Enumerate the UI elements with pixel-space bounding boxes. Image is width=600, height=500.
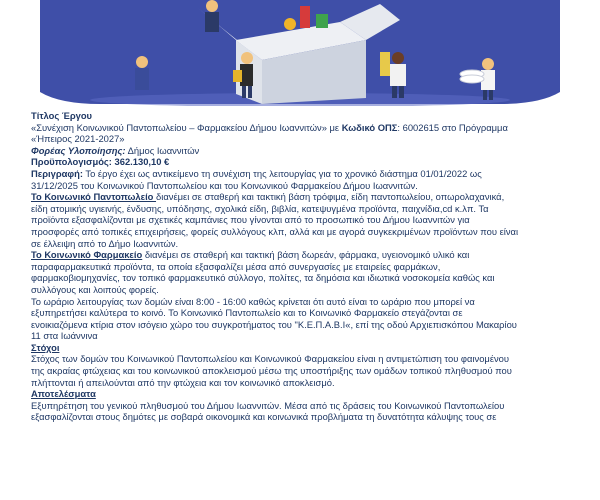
grocery-para-line-2: είδη ατομικής υγιεινής, ένδυσης, υπόδησης, σχολικά είδη, βιβλία, κατεψυγμένα προϊόντα, παιχνίδια,cd κ.λπ. Τα	[31, 202, 489, 214]
grocery-text: διανέμει σε σταθερή και τακτική βάση τρόφιμα, είδη παντοπωλείου, οπωρολαχανικά,	[156, 191, 505, 203]
item-icon	[284, 18, 296, 30]
pharmacy-para-line-3: φαρμακοβιομηχανίες, τον τοπικό φαρμακευτικό σύλλογο, πολίτες, τα δημόσια και ιδιωτικά νοσοκομεία καθώς και	[31, 272, 495, 284]
social-grocery-heading: Το Κοινωνικό Παντοπωλείο	[31, 191, 157, 203]
ops-code-value: : 6002615 στο Πρόγραμμα	[397, 121, 508, 133]
description-text: Το έργο έχει ως αντικείμενο τη συνέχιση της λειτουργίας για το χρονικό διάστημα 01/01/2022 ως	[82, 167, 482, 179]
results-heading: Αποτελέσματα	[31, 388, 96, 400]
title-line-2: «Ήπειρος 2021-2027»	[31, 133, 125, 145]
hours-para-line-3: ενοικιαζόμενα κτίρια στον ισόγειο χώρο του συγκροτήματος του "Κ.Ε.Π.Α.Β.Ι«, επί της οδού Αρχιεπισκόπου Μακαρίου	[31, 318, 517, 330]
budget-value: 362.130,10 €	[111, 156, 170, 168]
results-line-2: εξασφαλίζονται στους δημότες με σοβαρά οικονομικά και κοινωνικά προβλήματα τη δυνατότητα κάλυψης τους σε	[31, 411, 497, 423]
project-document	[31, 110, 597, 423]
donation-box-illustration	[0, 0, 600, 106]
grocery-para-line-4: προσφορές από τοπικές επιχειρήσεις, φορείς συλλόγους κλπ, αλλά και με αγορά συγκεκριμένων προϊόντων που είναι	[31, 225, 519, 237]
budget-label: Προϋπολογισμός:	[31, 156, 112, 168]
item-icon	[316, 14, 328, 28]
pharmacy-para-line-4: συλλόγους και λοιπούς φορείς.	[31, 283, 159, 295]
grocery-para-line-3: προϊόντα εξασφαλίζονται με σχετικές καμπάνιες που γίνονται από το προσωπικό του Δήμου Ιωαννιτών για	[31, 214, 470, 226]
goals-line-2: της ακραίας φτώχειας και του κοινωνικού αποκλεισμού μέσω της υποστήριξης των ομάδων τοπικού πληθυσμού που	[31, 365, 512, 377]
pharmacy-text: διανέμει σε σταθερή και τακτική βάση δωρεάν, φάρμακα, υγειονομικό υλικό και	[142, 249, 470, 261]
volunteer-figure	[205, 0, 219, 32]
grocery-para-line-5: σε έλλειψη από το Δήμο Ιωαννιτών.	[31, 237, 179, 249]
header-illustration	[0, 0, 600, 106]
social-pharmacy-heading: Το Κοινωνικό Φαρμακείο	[31, 249, 143, 261]
implementing-body-label: Φορέας Υλοποίησης:	[31, 144, 126, 156]
title-line-1	[31, 122, 597, 134]
grocery-para-line-1	[31, 191, 597, 203]
goals-line-1: Στόχος των δομών του Κοινωνικού Παντοπωλείου και Κοινωνικού Φαρμακείου είναι η αντιμετώπιση του φαινομένου	[31, 353, 510, 365]
hours-para-line-2: εξυπηρετήσει καλύτερα το κοινό. Το Κοινωνικό Παντοπωλείο και το Κοινωνικό Φαρμακείο στεγάζονται σε	[31, 307, 463, 319]
pharmacy-para-line-1	[31, 249, 597, 261]
title-text: «Συνέχιση Κοινωνικού Παντοπωλείου – Φαρμακείου Δήμου Ιωαννιτών» με	[31, 121, 342, 133]
pharmacy-para-line-2: παραφαρμακευτικά προϊόντα, τα οποία εξασφαλίζει μέσα από συνεργασίες με εταιρείες φαρμάκων,	[31, 260, 441, 272]
hours-para-line-4: 11 στα Ιωάννινα	[31, 330, 98, 342]
hours-para-line-1: Το ωράριο λειτουργίας των δομών είναι 8:00 - 16:00 καθώς κρίνεται ότι αυτό είναι το ωράριο που μπορεί να	[31, 295, 475, 307]
description-label: Περιγραφή:	[31, 167, 83, 179]
budget	[31, 156, 597, 168]
goals-heading: Στόχοι	[31, 341, 60, 353]
goals-line-3: πλήττονται ή απειλούνται από την φτώχεια και τον κοινωνικό αποκλεισμό.	[31, 376, 335, 388]
implementing-body	[31, 145, 597, 157]
implementing-body-value: Δήμος Ιωαννιτών	[125, 144, 200, 156]
results-line-1: Εξυπηρέτηση του γενικού πληθυσμού του Δήμου Ιωαννιτών. Μέσα από τις δράσεις του Κοινωνικού Παντοπωλείου	[31, 399, 505, 411]
item-icon	[300, 6, 310, 28]
title-label: Τίτλος Έργου	[31, 110, 93, 121]
description-line-1	[31, 168, 597, 180]
ops-code-label: Κωδικό ΟΠΣ	[341, 121, 398, 133]
description-line-2: 31/12/2025 του Κοινωνικού Παντοπωλείου και του Κοινωνικού Φαρμακείου Δήμου Ιωαννιτών.	[31, 179, 418, 191]
person-left-figure	[135, 56, 149, 90]
